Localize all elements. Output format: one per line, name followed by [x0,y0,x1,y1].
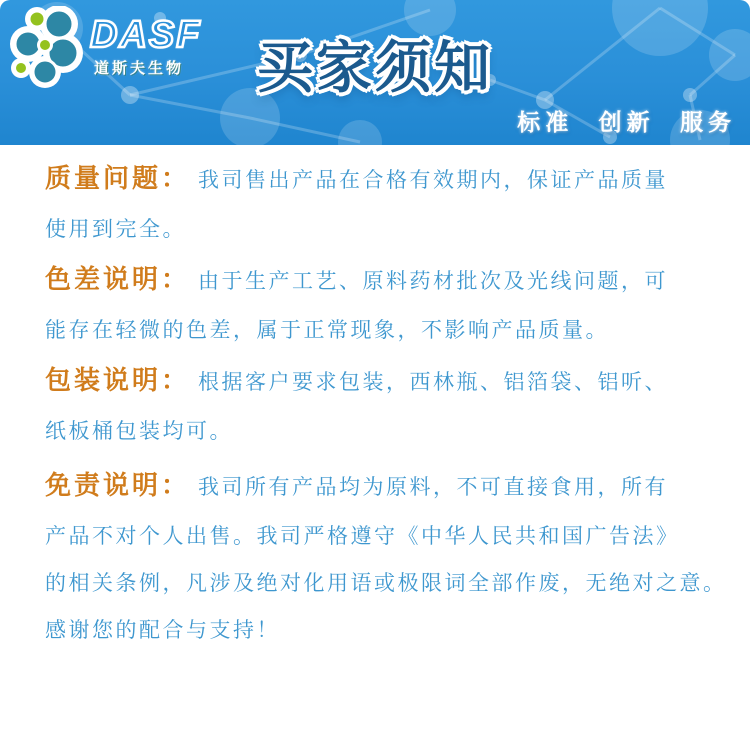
section-heading: 质量问题： [45,164,191,193]
section-quality [45,155,732,253]
text-line [45,155,732,206]
page-title: 买家须知 [257,36,493,99]
text-line: 纸板桶包装均可。 [45,419,233,443]
logo-molecule-icon [10,6,88,88]
section-text: 根据客户要求包装，西林瓶、铝箔袋、铝听、 [198,370,669,394]
section-text: 我司售出产品在合格有效期内，保证产品质量 [198,168,669,192]
section-heading: 包装说明： [45,366,191,395]
closing-line: 感谢您的配合与支持！ [45,618,280,642]
section-text: 由于生产工艺、原料药材批次及光线问题，可 [198,269,669,293]
section-disclaimer [45,462,732,654]
brand-name: DASF [90,14,202,56]
section-heading: 免责说明： [45,471,191,500]
section-color-difference [45,256,732,354]
text-line: 产品不对个人出售。我司严格遵守《中华人民共和国广告法》 [45,524,680,548]
section-packaging [45,357,732,455]
notice-content [0,145,750,654]
section-text: 我司所有产品均为原料，不可直接食用，所有 [198,475,669,499]
text-line: 能存在轻微的色差，属于正常现象，不影响产品质量。 [45,318,609,342]
section-heading: 色差说明： [45,265,191,294]
brand-logo [10,6,201,88]
text-line [45,462,732,513]
text-line: 的相关条例，凡涉及绝对化用语或极限词全部作废，无绝对之意。 [45,571,727,595]
logo-text [90,16,201,78]
text-line [45,256,732,307]
header-slogan: 标准 创新 服务 [517,109,736,135]
text-line: 使用到完全。 [45,217,186,241]
brand-subtitle: 道斯夫生物 [94,60,185,77]
text-line [45,357,732,408]
header-banner [0,0,750,145]
